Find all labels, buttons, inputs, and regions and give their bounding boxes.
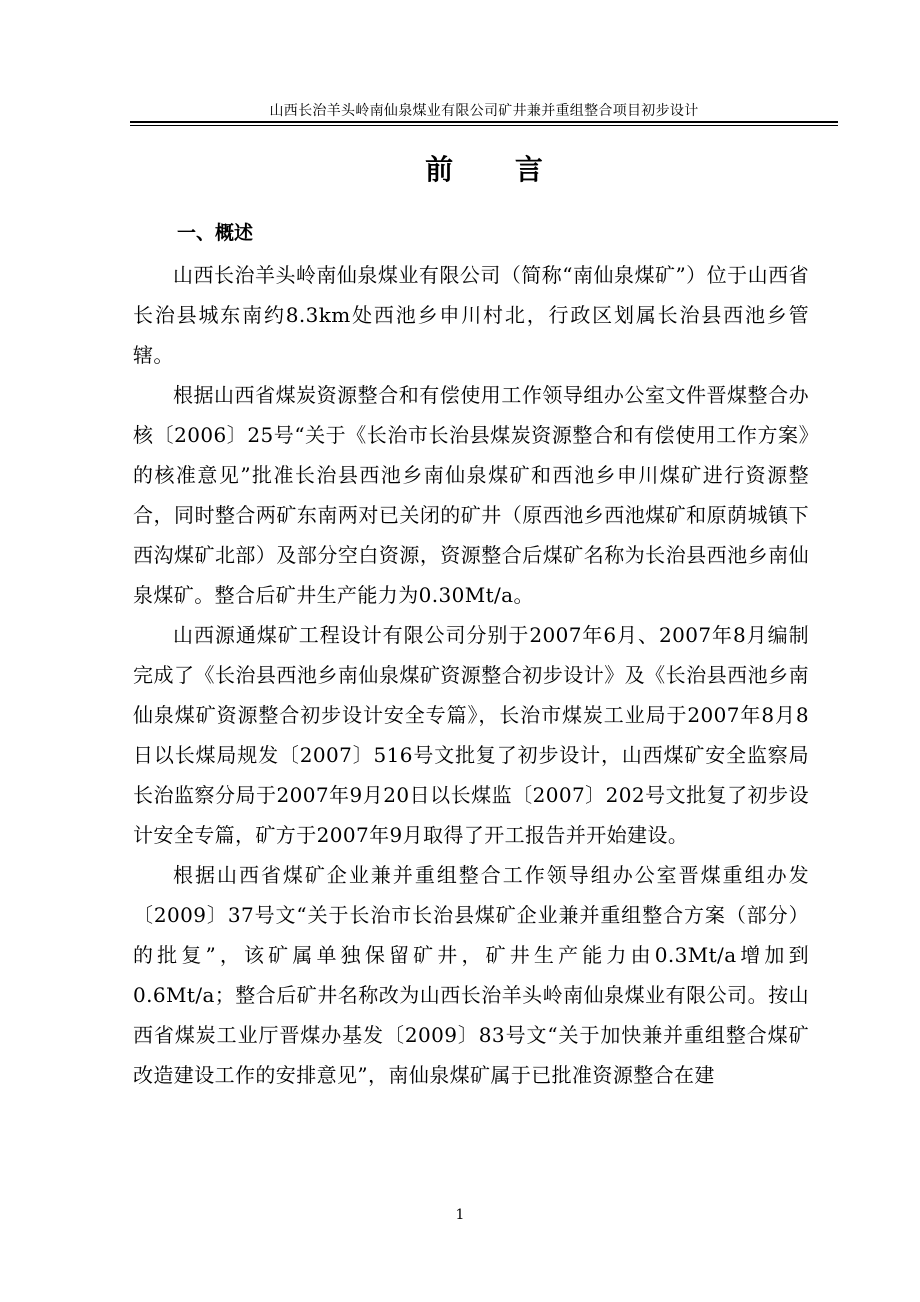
header-rule <box>130 121 838 123</box>
paragraph-resource-integration: 根据山西省煤炭资源整合和有偿使用工作领导组办公室文件晋煤整合办核〔2006〕25号“关于《长治市长治县煤炭资源整合和有偿使用工作方案》的核准意见”批准长治县西池乡南仙泉煤矿和西池乡申川煤矿进行资源整合，同时整合两矿东南两对已关闭的矿井（原西池乡西池煤矿和原荫城镇下西沟煤矿北部）及部分空白资源，资源整合后煤矿名称为长治县西池乡南仙泉煤矿。整合后矿井生产能力为0.30Mt/a。 <box>133 383 809 607</box>
paragraph-merger-reorganization: 根据山西省煤矿企业兼并重组整合工作领导组办公室晋煤重组办发〔2009〕37号文“关于长治市长治县煤矿企业兼并重组整合方案（部分）的批复”，该矿属单独保留矿井，矿井生产能力由0.3Mt/a增加到0.6Mt/a；整合后矿井名称改为山西长治羊头岭南仙泉煤业有限公司。按山西省煤炭工业厅晋煤办基发〔2009〕83号文“关于加快兼并重组整合煤矿改造建设工作的安排意见”，南仙泉煤矿属于已批准资源整合在建 <box>133 863 809 1087</box>
paragraph-overview: 山西长治羊头岭南仙泉煤业有限公司（简称“南仙泉煤矿”）位于山西省长治县城东南约8.3km处西池乡申川村北，行政区划属长治县西池乡管辖。 <box>133 263 809 367</box>
body-text <box>133 255 809 1095</box>
page-number: 1 <box>455 1207 465 1223</box>
running-header: 山西长治羊头岭南仙泉煤业有限公司矿井兼并重组整合项目初步设计 <box>269 103 699 119</box>
page-title: 前 言 <box>425 153 569 186</box>
header-rule-thin <box>130 125 838 126</box>
section-heading: 一、概述 <box>177 222 254 244</box>
paragraph-preliminary-design: 山西源通煤矿工程设计有限公司分别于2007年6月、2007年8月编制完成了《长治县西池乡南仙泉煤矿资源整合初步设计》及《长治县西池乡南仙泉煤矿资源整合初步设计安全专篇》，长治市煤炭工业局于2007年8月8日以长煤局规发〔2007〕516号文批复了初步设计，山西煤矿安全监察局长治监察分局于2007年9月20日以长煤监〔2007〕202号文批复了初步设计安全专篇，矿方于2007年9月取得了开工报告并开始建设。 <box>133 623 809 847</box>
